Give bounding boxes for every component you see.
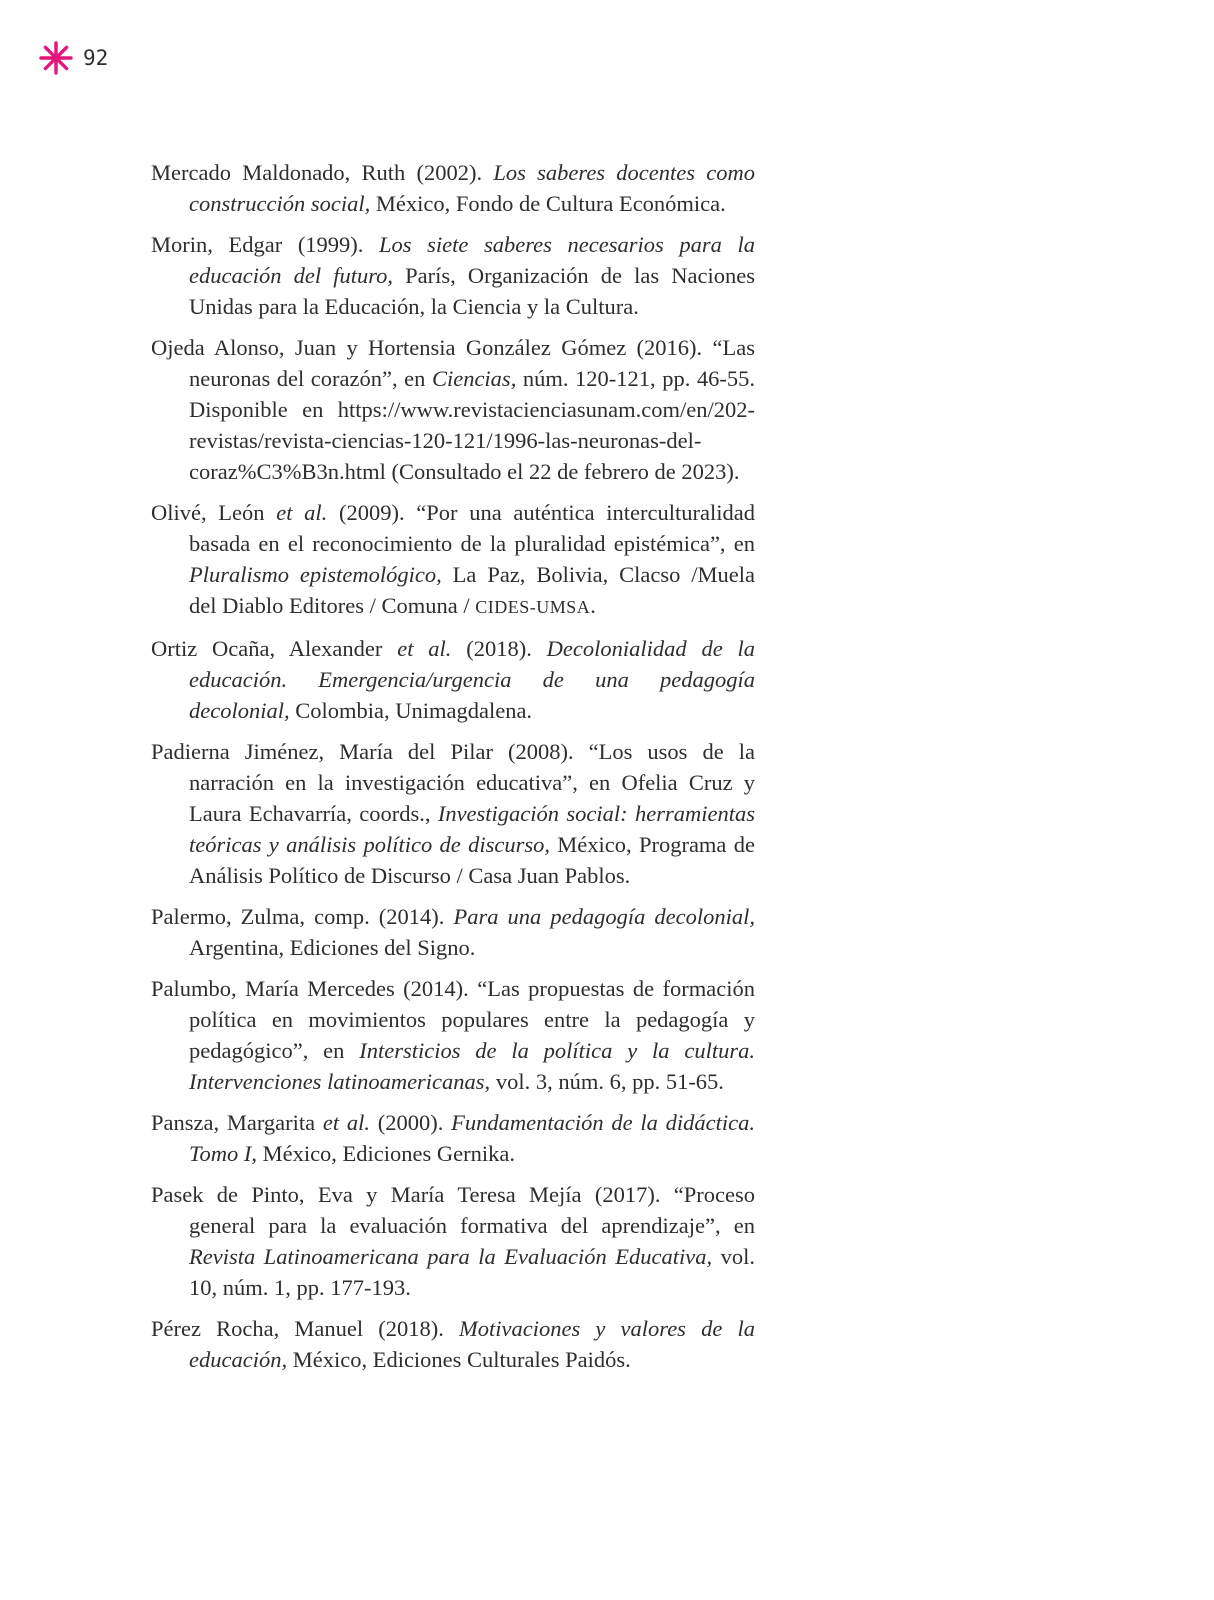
reference-entry xyxy=(151,229,755,322)
reference-text: Pansza, Margarita xyxy=(151,1110,323,1135)
reference-text: Palermo, Zulma, comp. (2014). xyxy=(151,904,454,929)
reference-entry xyxy=(151,497,755,623)
reference-text: México, Fondo de Cultura Económica. xyxy=(370,191,726,216)
reference-title: Pluralismo epistemológico, xyxy=(189,562,442,587)
reference-title: Decolonialidad de la educación. Emergencia/urgencia de una pedagogía decolonial, xyxy=(189,636,755,723)
reference-title: Los saberes docentes como construcción social, xyxy=(189,160,755,216)
reference-text: Colombia, Unimagdalena. xyxy=(289,698,533,723)
reference-text: Palumbo, María Mercedes (2014). “Las propuestas de formación política en movimientos populares entre la pedagogía y pedagógico”, en xyxy=(151,976,755,1063)
reference-title: Fundamentación de la didáctica. Tomo I, xyxy=(189,1110,755,1166)
reference-title: et al. xyxy=(397,636,452,661)
reference-title: Revista Latinoamericana para la Evaluación Educativa, xyxy=(189,1244,713,1269)
reference-text: La Paz, Bolivia, Clacso /Muela del Diablo Editores / Comuna / xyxy=(189,562,755,618)
reference-text: Ojeda Alonso, Juan y Hortensia González Gómez (2016). “Las neuronas del corazón”, en xyxy=(151,335,755,391)
reference-entry xyxy=(151,1107,755,1169)
reference-entry xyxy=(151,332,755,487)
reference-text: vol. 3, núm. 6, pp. 51-65. xyxy=(490,1069,724,1094)
reference-text: Argentina, Ediciones del Signo. xyxy=(189,935,476,960)
reference-title: et al. xyxy=(322,1110,371,1135)
reference-text: (2000). xyxy=(370,1110,452,1135)
reference-text: núm. 120-121, pp. 46-55. Disponible en https://www.revistacienciasunam.com/en/202-revistas/revista-ciencias-120-121/1996-las-neuronas-del-coraz%C3%B3n.html (Consultado el 22 de febrero de 2023). xyxy=(189,366,755,484)
reference-entry xyxy=(151,736,755,891)
page-header xyxy=(38,40,108,76)
reference-text: Pasek de Pinto, Eva y María Teresa Mejía (2017). “Proceso general para la evaluación formativa del aprendizaje”, en xyxy=(151,1182,755,1238)
reference-title: Los siete saberes necesarios para la educación del futuro, xyxy=(189,232,755,288)
reference-text: México, Ediciones Culturales Paidós. xyxy=(287,1347,631,1372)
reference-text: Padierna Jiménez, María del Pilar (2008). “Los usos de la narración en la investigación educativa”, en Ofelia Cruz y Laura Echavarría, coords., xyxy=(151,739,755,826)
reference-title: Investigación social: herramientas teóricas y análisis político de discurso, xyxy=(189,801,755,857)
reference-text: Ortiz Ocaña, Alexander xyxy=(151,636,398,661)
reference-entry xyxy=(151,633,755,726)
reference-entry xyxy=(151,1313,755,1375)
reference-text: París, Organización de las Naciones Unidas para la Educación, la Ciencia y la Cultura. xyxy=(189,263,756,319)
reference-list xyxy=(151,157,755,1385)
asterisk-icon xyxy=(38,40,74,76)
reference-acronym: CIDES-UMSA xyxy=(475,597,591,617)
page-number: 92 xyxy=(83,46,109,70)
reference-text: vol. 10, núm. 1, pp. 177-193. xyxy=(189,1244,755,1300)
reference-title: Para una pedagogía decolonial, xyxy=(453,904,755,929)
reference-entry xyxy=(151,901,755,963)
reference-title: Motivaciones y valores de la educación, xyxy=(189,1316,755,1372)
reference-entry xyxy=(151,973,755,1097)
reference-text: México, Programa de Análisis Político de Discurso / Casa Juan Pablos. xyxy=(189,832,755,888)
reference-text: Olivé, León xyxy=(151,500,277,525)
reference-text: . xyxy=(590,593,596,618)
reference-text: Morin, Edgar (1999). xyxy=(151,232,380,257)
reference-entry xyxy=(151,157,755,219)
reference-text: México, Ediciones Gernika. xyxy=(256,1141,515,1166)
reference-title: Intersticios de la política y la cultura. Intervenciones latinoamericanas, xyxy=(189,1038,756,1094)
reference-title: Ciencias, xyxy=(431,366,517,391)
reference-title: et al. xyxy=(276,500,328,525)
reference-entry xyxy=(151,1179,755,1303)
reference-text: Mercado Maldonado, Ruth (2002). xyxy=(151,160,494,185)
reference-text: (2009). “Por una auténtica interculturalidad basada en el reconocimiento de la pluralidad epistémica”, en xyxy=(189,500,755,556)
reference-text: (2018). xyxy=(451,636,547,661)
reference-text: Pérez Rocha, Manuel (2018). xyxy=(151,1316,460,1341)
